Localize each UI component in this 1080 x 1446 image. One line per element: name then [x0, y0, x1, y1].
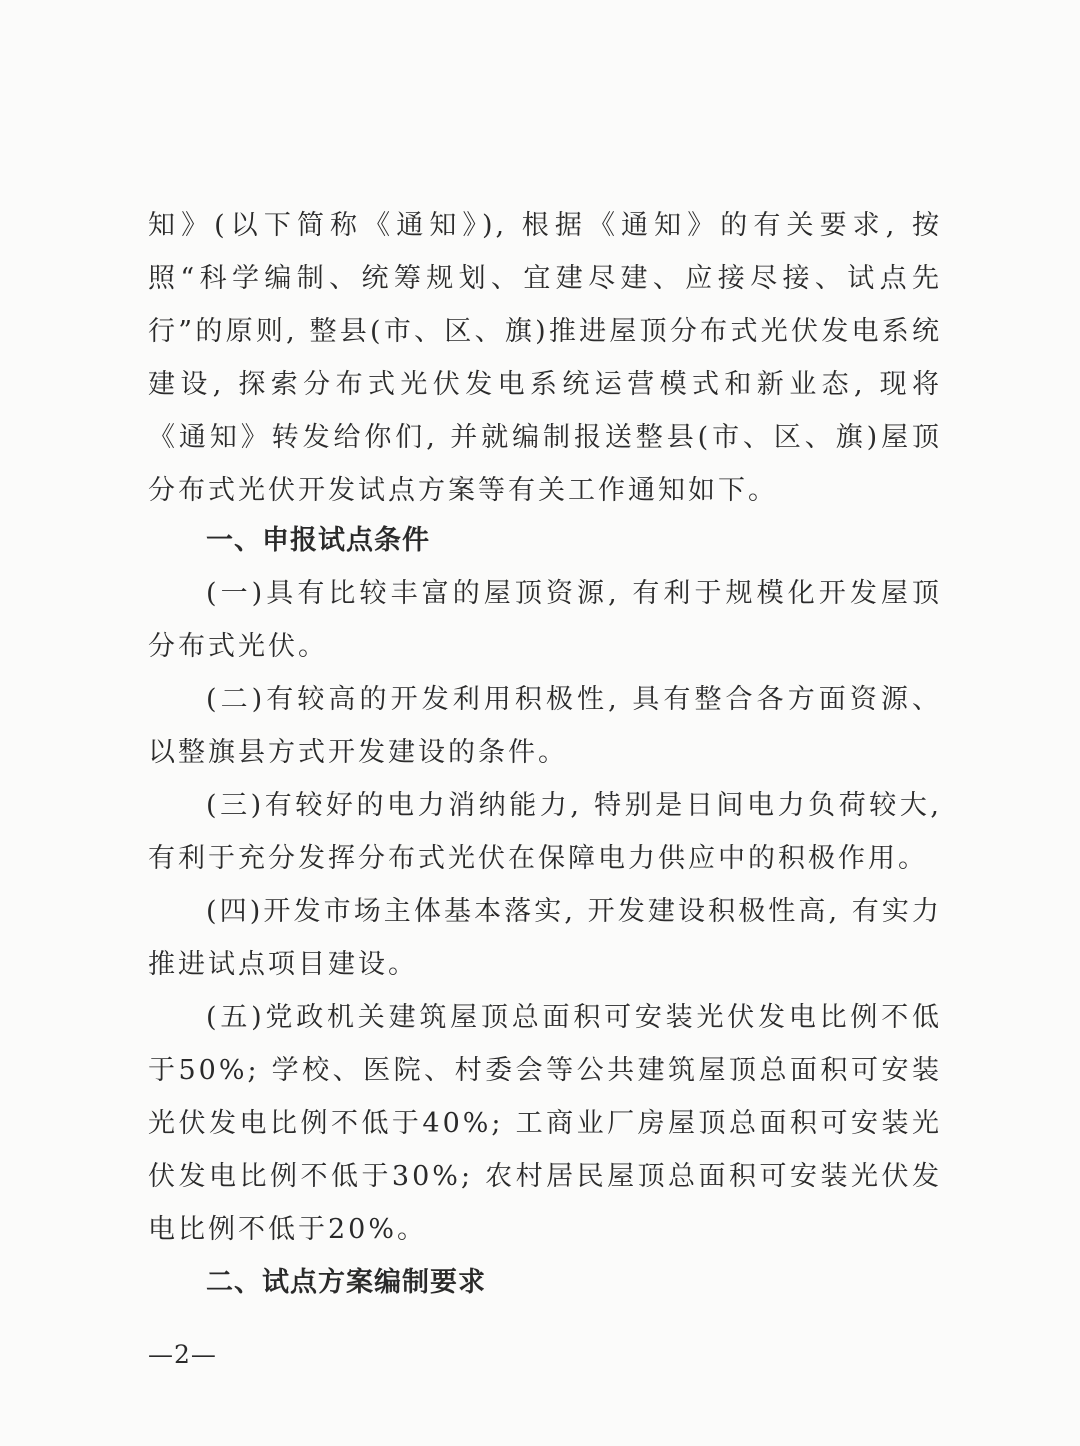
condition-item-1: (一)具有比较丰富的屋顶资源, 有利于规模化开发屋顶分布式光伏。	[148, 578, 942, 662]
intro-block	[148, 199, 942, 517]
section1-heading: 一、申报试点条件	[206, 525, 430, 556]
intro-paragraph: 知》(以下简称《通知》), 根据《通知》的有关要求, 按照“科学编制、统筹规划、宜建尽建、应接尽接、试点先行”的原则, 整县(市、区、旗)推进屋顶分布式光伏发电系统建设, 探索分布式光伏发电系统运营模式和新业态, 现将《通知》转发给你们, 并就编制报送整县(市、区、旗)屋顶分布式光伏开发试点方案等有关工作通知如下。	[148, 210, 942, 506]
condition-item-5: (五)党政机关建筑屋顶总面积可安装光伏发电比例不低于50%; 学校、医院、村委会等公共建筑屋顶总面积可安装光伏发电比例不低于40%; 工商业厂房屋顶总面积可安装光伏发电比例不低于30%; 农村居民屋顶总面积可安装光伏发电比例不低于20%。	[148, 1002, 942, 1245]
condition-item-4: (四)开发市场主体基本落实, 开发建设积极性高, 有实力推进试点项目建设。	[148, 896, 942, 980]
condition-item-2: (二)有较高的开发利用积极性, 具有整合各方面资源、以整旗县方式开发建设的条件。	[148, 684, 942, 768]
section2-heading: 二、试点方案编制要求	[206, 1267, 486, 1298]
body-block	[148, 514, 942, 1309]
page-number: —2—	[148, 1340, 217, 1369]
condition-item-3: (三)有较好的电力消纳能力, 特别是日间电力负荷较大, 有利于充分发挥分布式光伏在保障电力供应中的积极作用。	[148, 790, 942, 874]
